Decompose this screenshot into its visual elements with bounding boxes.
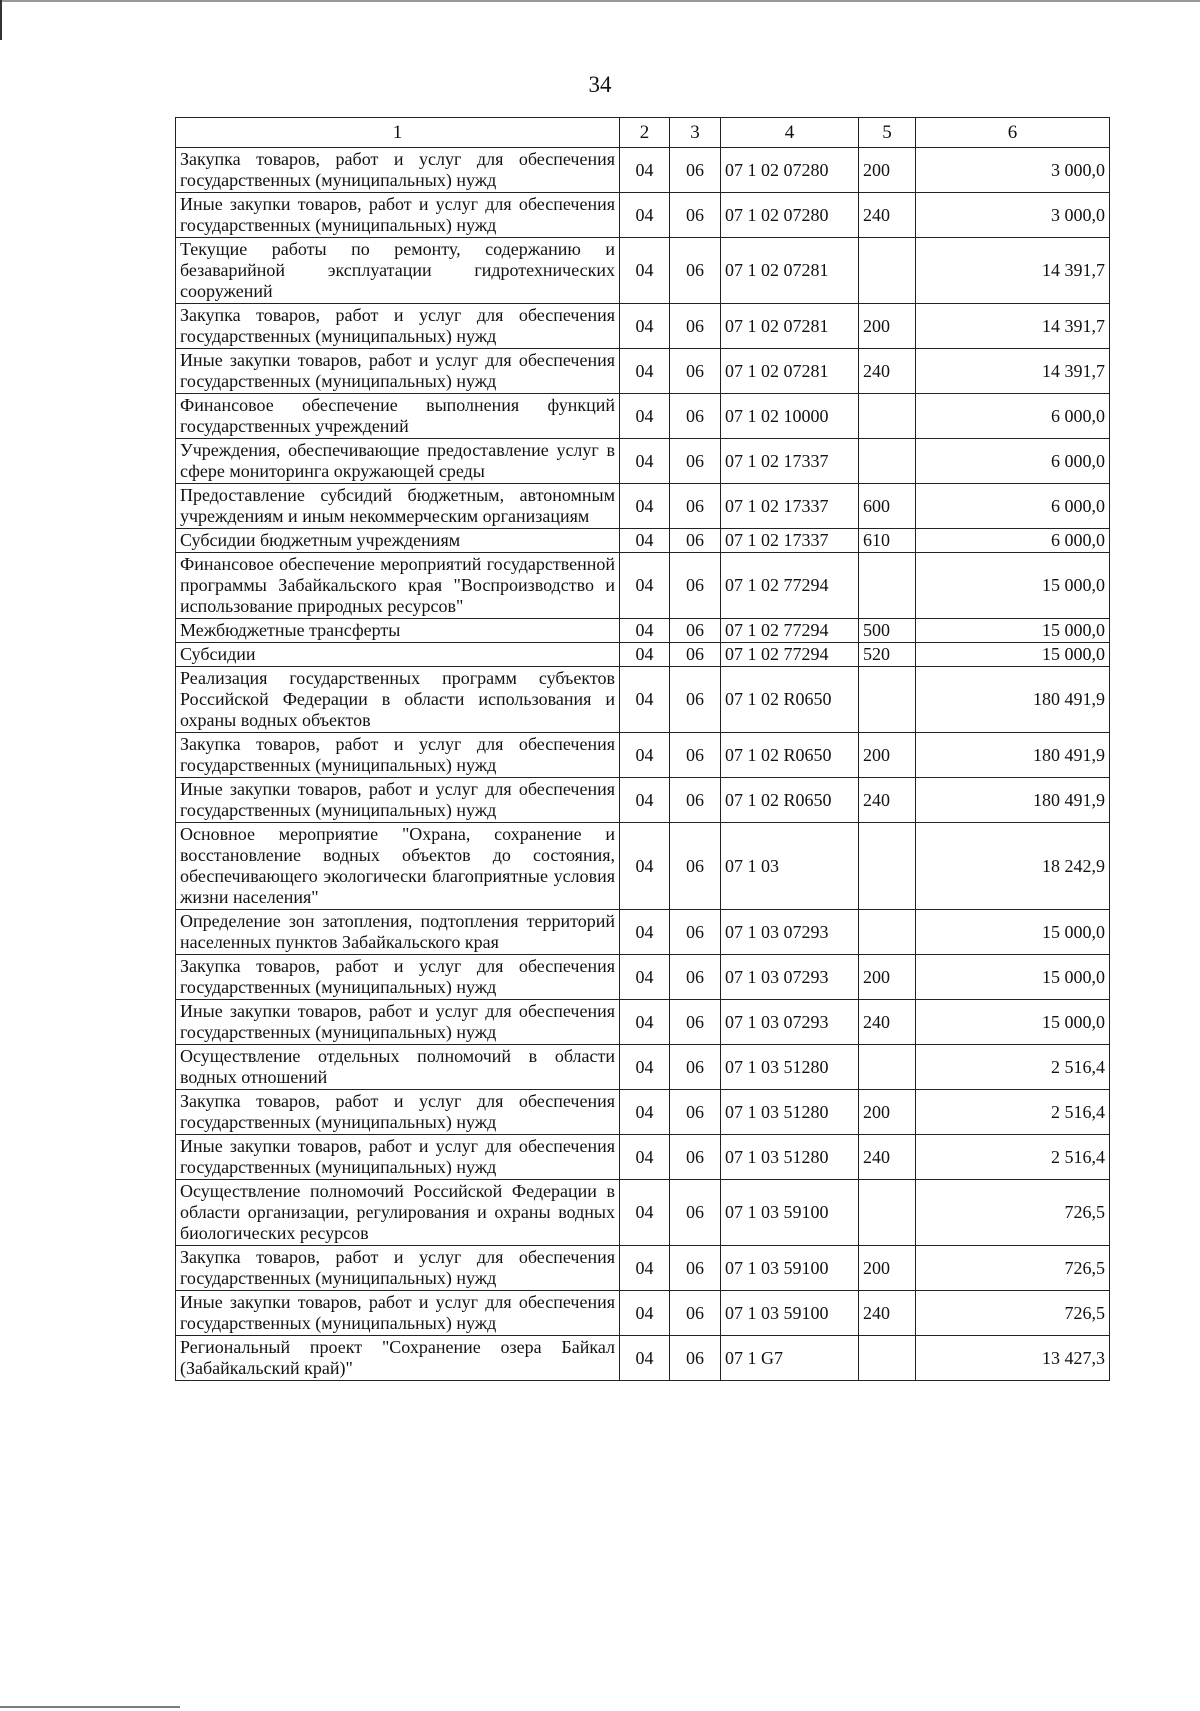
- subsection-code: 06: [670, 394, 721, 439]
- target-article-code: 07 1 03 07293: [721, 910, 859, 955]
- table-row: [176, 619, 1110, 643]
- target-article-code: 07 1 03 07293: [721, 1000, 859, 1045]
- section-code: 04: [620, 304, 670, 349]
- amount-value: 14 391,7: [916, 304, 1110, 349]
- expense-type-code: [859, 1180, 916, 1246]
- row-description: Субсидии: [176, 643, 620, 667]
- expense-type-code: 240: [859, 778, 916, 823]
- row-description: Текущие работы по ремонту, содержанию и безаварийной эксплуатации гидротехнических сооружений: [176, 238, 620, 304]
- section-code: 04: [620, 955, 670, 1000]
- section-code: 04: [620, 394, 670, 439]
- subsection-code: 06: [670, 1135, 721, 1180]
- subsection-code: 06: [670, 484, 721, 529]
- table-row: [176, 1291, 1110, 1336]
- table-row: [176, 394, 1110, 439]
- amount-value: 15 000,0: [916, 910, 1110, 955]
- subsection-code: 06: [670, 667, 721, 733]
- target-article-code: 07 1 03 51280: [721, 1135, 859, 1180]
- amount-value: 15 000,0: [916, 619, 1110, 643]
- expense-type-code: 240: [859, 193, 916, 238]
- expense-type-code: [859, 1336, 916, 1381]
- target-article-code: 07 1 02 07281: [721, 349, 859, 394]
- section-code: 04: [620, 823, 670, 910]
- subsection-code: 06: [670, 193, 721, 238]
- target-article-code: 07 1 02 R0650: [721, 733, 859, 778]
- section-code: 04: [620, 619, 670, 643]
- target-article-code: 07 1 02 17337: [721, 484, 859, 529]
- expense-type-code: 240: [859, 349, 916, 394]
- section-code: 04: [620, 238, 670, 304]
- subsection-code: 06: [670, 439, 721, 484]
- expense-type-code: [859, 910, 916, 955]
- row-description: Закупка товаров, работ и услуг для обеспечения государственных (муниципальных) нужд: [176, 1246, 620, 1291]
- section-code: 04: [620, 1045, 670, 1090]
- section-code: 04: [620, 1090, 670, 1135]
- row-description: Осуществление отдельных полномочий в области водных отношений: [176, 1045, 620, 1090]
- subsection-code: 06: [670, 619, 721, 643]
- page-number: 34: [588, 72, 612, 97]
- expense-type-code: 200: [859, 1246, 916, 1291]
- subsection-code: 06: [670, 553, 721, 619]
- table-row: [176, 1045, 1110, 1090]
- subsection-code: 06: [670, 238, 721, 304]
- expense-type-code: 200: [859, 148, 916, 193]
- target-article-code: 07 1 02 17337: [721, 529, 859, 553]
- target-article-code: 07 1 02 R0650: [721, 667, 859, 733]
- target-article-code: 07 1 G7: [721, 1336, 859, 1381]
- amount-value: 180 491,9: [916, 667, 1110, 733]
- row-description: Осуществление полномочий Российской Федерации в области организации, регулирования и охраны водных биологических ресурсов: [176, 1180, 620, 1246]
- expense-type-code: [859, 553, 916, 619]
- expense-type-code: [859, 394, 916, 439]
- table-row: [176, 667, 1110, 733]
- target-article-code: 07 1 02 10000: [721, 394, 859, 439]
- expense-type-code: [859, 823, 916, 910]
- target-article-code: 07 1 03 59100: [721, 1291, 859, 1336]
- expense-type-code: [859, 667, 916, 733]
- row-description: Закупка товаров, работ и услуг для обеспечения государственных (муниципальных) нужд: [176, 1090, 620, 1135]
- section-code: 04: [620, 529, 670, 553]
- section-code: 04: [620, 1246, 670, 1291]
- amount-value: 14 391,7: [916, 349, 1110, 394]
- amount-value: 15 000,0: [916, 955, 1110, 1000]
- amount-value: 6 000,0: [916, 484, 1110, 529]
- section-code: 04: [620, 910, 670, 955]
- expense-type-code: [859, 439, 916, 484]
- expense-type-code: [859, 238, 916, 304]
- target-article-code: 07 1 02 07280: [721, 148, 859, 193]
- table-row: [176, 1000, 1110, 1045]
- subsection-code: 06: [670, 643, 721, 667]
- amount-value: 2 516,4: [916, 1135, 1110, 1180]
- amount-value: 726,5: [916, 1291, 1110, 1336]
- target-article-code: 07 1 03 59100: [721, 1246, 859, 1291]
- table-body: [176, 148, 1110, 1381]
- row-description: Предоставление субсидий бюджетным, автономным учреждениям и иным некоммерческим организациям: [176, 484, 620, 529]
- subsection-code: 06: [670, 349, 721, 394]
- section-code: 04: [620, 439, 670, 484]
- row-description: Иные закупки товаров, работ и услуг для обеспечения государственных (муниципальных) нужд: [176, 1291, 620, 1336]
- column-header-5: 5: [859, 118, 916, 148]
- target-article-code: 07 1 02 77294: [721, 553, 859, 619]
- row-description: Иные закупки товаров, работ и услуг для обеспечения государственных (муниципальных) нужд: [176, 778, 620, 823]
- row-description: Определение зон затопления, подтопления территорий населенных пунктов Забайкальского края: [176, 910, 620, 955]
- section-code: 04: [620, 349, 670, 394]
- row-description: Закупка товаров, работ и услуг для обеспечения государственных (муниципальных) нужд: [176, 955, 620, 1000]
- subsection-code: 06: [670, 955, 721, 1000]
- subsection-code: 06: [670, 1336, 721, 1381]
- expense-type-code: 240: [859, 1000, 916, 1045]
- table-header: [176, 118, 1110, 148]
- subsection-code: 06: [670, 733, 721, 778]
- row-description: Иные закупки товаров, работ и услуг для обеспечения государственных (муниципальных) нужд: [176, 193, 620, 238]
- amount-value: 180 491,9: [916, 733, 1110, 778]
- table-row: [176, 643, 1110, 667]
- section-code: 04: [620, 1336, 670, 1381]
- section-code: 04: [620, 484, 670, 529]
- row-description: Закупка товаров, работ и услуг для обеспечения государственных (муниципальных) нужд: [176, 304, 620, 349]
- expense-type-code: 200: [859, 733, 916, 778]
- column-header-3: 3: [670, 118, 721, 148]
- target-article-code: 07 1 02 07281: [721, 238, 859, 304]
- table-row: [176, 955, 1110, 1000]
- subsection-code: 06: [670, 823, 721, 910]
- column-header-1: 1: [176, 118, 620, 148]
- table-row: [176, 484, 1110, 529]
- subsection-code: 06: [670, 1180, 721, 1246]
- subsection-code: 06: [670, 304, 721, 349]
- target-article-code: 07 1 03 07293: [721, 955, 859, 1000]
- amount-value: 6 000,0: [916, 394, 1110, 439]
- expense-type-code: 200: [859, 955, 916, 1000]
- subsection-code: 06: [670, 1045, 721, 1090]
- row-description: Региональный проект "Сохранение озера Байкал (Забайкальский край)": [176, 1336, 620, 1381]
- column-header-6: 6: [916, 118, 1110, 148]
- amount-value: 14 391,7: [916, 238, 1110, 304]
- row-description: Закупка товаров, работ и услуг для обеспечения государственных (муниципальных) нужд: [176, 148, 620, 193]
- scan-edge-left: [0, 0, 2, 40]
- expense-type-code: 200: [859, 1090, 916, 1135]
- section-code: 04: [620, 148, 670, 193]
- column-header-2: 2: [620, 118, 670, 148]
- amount-value: 13 427,3: [916, 1336, 1110, 1381]
- subsection-code: 06: [670, 1000, 721, 1045]
- section-code: 04: [620, 1180, 670, 1246]
- table-row: [176, 1135, 1110, 1180]
- expense-type-code: 200: [859, 304, 916, 349]
- amount-value: 18 242,9: [916, 823, 1110, 910]
- table-row: [176, 193, 1110, 238]
- row-description: Учреждения, обеспечивающие предоставление услуг в сфере мониторинга окружающей среды: [176, 439, 620, 484]
- amount-value: 6 000,0: [916, 529, 1110, 553]
- budget-table: [175, 117, 1110, 1381]
- amount-value: 15 000,0: [916, 643, 1110, 667]
- table-row: [176, 304, 1110, 349]
- expense-type-code: 500: [859, 619, 916, 643]
- row-description: Иные закупки товаров, работ и услуг для обеспечения государственных (муниципальных) нужд: [176, 349, 620, 394]
- amount-value: 3 000,0: [916, 193, 1110, 238]
- table-row: [176, 148, 1110, 193]
- amount-value: 15 000,0: [916, 553, 1110, 619]
- expense-type-code: 610: [859, 529, 916, 553]
- table-row: [176, 553, 1110, 619]
- target-article-code: 07 1 03 51280: [721, 1045, 859, 1090]
- table-row: [176, 1246, 1110, 1291]
- target-article-code: 07 1 02 17337: [721, 439, 859, 484]
- amount-value: 726,5: [916, 1246, 1110, 1291]
- section-code: 04: [620, 553, 670, 619]
- section-code: 04: [620, 1135, 670, 1180]
- target-article-code: 07 1 02 77294: [721, 619, 859, 643]
- target-article-code: 07 1 03 51280: [721, 1090, 859, 1135]
- row-description: Иные закупки товаров, работ и услуг для обеспечения государственных (муниципальных) нужд: [176, 1000, 620, 1045]
- expense-type-code: 240: [859, 1135, 916, 1180]
- target-article-code: 07 1 02 R0650: [721, 778, 859, 823]
- column-header-4: 4: [721, 118, 859, 148]
- header-row: [176, 118, 1110, 148]
- row-description: Основное мероприятие "Охрана, сохранение и восстановление водных объектов до состояния, обеспечивающего экологически благоприятные условия жизни населения": [176, 823, 620, 910]
- section-code: 04: [620, 667, 670, 733]
- subsection-code: 06: [670, 1090, 721, 1135]
- section-code: 04: [620, 733, 670, 778]
- amount-value: 2 516,4: [916, 1045, 1110, 1090]
- section-code: 04: [620, 1291, 670, 1336]
- table-row: [176, 238, 1110, 304]
- table-row: [176, 1090, 1110, 1135]
- table-row: [176, 1180, 1110, 1246]
- subsection-code: 06: [670, 778, 721, 823]
- section-code: 04: [620, 778, 670, 823]
- expense-type-code: 240: [859, 1291, 916, 1336]
- row-description: Финансовое обеспечение выполнения функций государственных учреждений: [176, 394, 620, 439]
- table-row: [176, 439, 1110, 484]
- row-description: Закупка товаров, работ и услуг для обеспечения государственных (муниципальных) нужд: [176, 733, 620, 778]
- amount-value: 726,5: [916, 1180, 1110, 1246]
- section-code: 04: [620, 193, 670, 238]
- subsection-code: 06: [670, 910, 721, 955]
- expense-type-code: 520: [859, 643, 916, 667]
- scan-edge-bottom: [0, 1706, 180, 1708]
- expense-type-code: 600: [859, 484, 916, 529]
- section-code: 04: [620, 1000, 670, 1045]
- row-description: Реализация государственных программ субъектов Российской Федерации в области использования и охраны водных объектов: [176, 667, 620, 733]
- row-description: Иные закупки товаров, работ и услуг для обеспечения государственных (муниципальных) нужд: [176, 1135, 620, 1180]
- section-code: 04: [620, 643, 670, 667]
- target-article-code: 07 1 02 77294: [721, 643, 859, 667]
- row-description: Субсидии бюджетным учреждениям: [176, 529, 620, 553]
- table-row: [176, 1336, 1110, 1381]
- table-row: [176, 733, 1110, 778]
- amount-value: 15 000,0: [916, 1000, 1110, 1045]
- scan-edge-top: [0, 0, 1200, 2]
- table-row: [176, 349, 1110, 394]
- subsection-code: 06: [670, 529, 721, 553]
- amount-value: 6 000,0: [916, 439, 1110, 484]
- target-article-code: 07 1 02 07280: [721, 193, 859, 238]
- target-article-code: 07 1 03 59100: [721, 1180, 859, 1246]
- row-description: Межбюджетные трансферты: [176, 619, 620, 643]
- subsection-code: 06: [670, 148, 721, 193]
- amount-value: 180 491,9: [916, 778, 1110, 823]
- target-article-code: 07 1 02 07281: [721, 304, 859, 349]
- row-description: Финансовое обеспечение мероприятий государственной программы Забайкальского края "Воспроизводство и использование природных ресурсов": [176, 553, 620, 619]
- target-article-code: 07 1 03: [721, 823, 859, 910]
- subsection-code: 06: [670, 1246, 721, 1291]
- table-row: [176, 778, 1110, 823]
- amount-value: 3 000,0: [916, 148, 1110, 193]
- table-row: [176, 910, 1110, 955]
- expense-type-code: [859, 1045, 916, 1090]
- table-row: [176, 529, 1110, 553]
- table-row: [176, 823, 1110, 910]
- amount-value: 2 516,4: [916, 1090, 1110, 1135]
- subsection-code: 06: [670, 1291, 721, 1336]
